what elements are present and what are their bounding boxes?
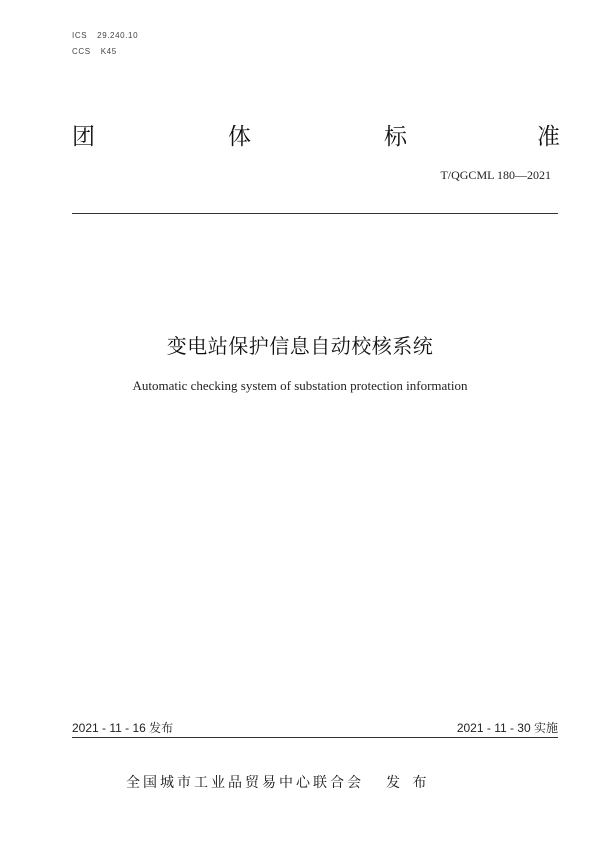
ics-code [72, 31, 138, 40]
ccs-label: CCS [72, 47, 91, 56]
publisher-line [126, 772, 430, 792]
heading-char-4: 准 [537, 124, 560, 150]
ics-value: 29.240.10 [97, 31, 139, 40]
heading-char-1: 团 [72, 124, 95, 150]
heading-char-2: 体 [228, 124, 251, 150]
publisher-name: 全国城市工业品贸易中心联合会 [126, 775, 364, 791]
ccs-value: K45 [100, 47, 117, 56]
publish-label: 发 布 [386, 775, 431, 791]
ics-label: ICS [72, 31, 88, 40]
document-title-english: Automatic checking system of substation protection information [132, 378, 468, 393]
document-title-chinese: 变电站保护信息自动校核系统 [166, 334, 434, 358]
ccs-code [72, 47, 117, 56]
standard-number: T/QGCML 180—2021 [440, 168, 551, 182]
implementation-date: 2021 - 11 - 30 实施 [456, 721, 558, 735]
heading-char-3: 标 [384, 124, 407, 150]
issue-date: 2021 - 11 - 16 发布 [72, 721, 174, 735]
bottom-divider [72, 737, 558, 738]
top-divider [72, 213, 558, 214]
